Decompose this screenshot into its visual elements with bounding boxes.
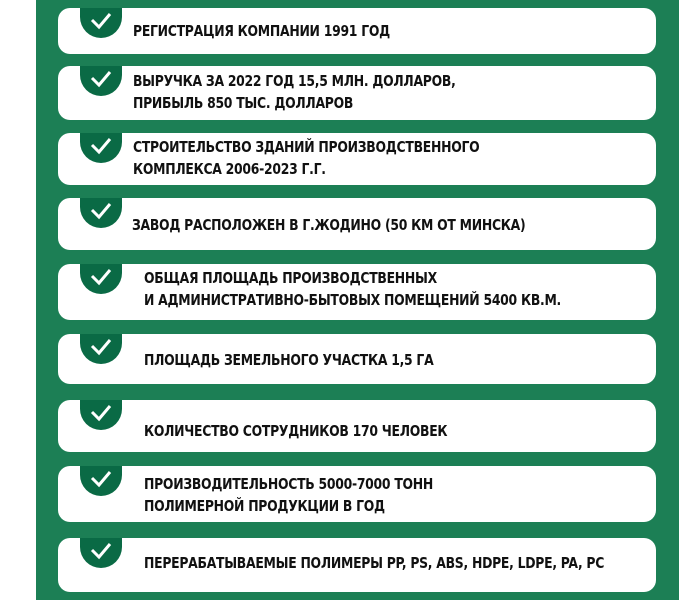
check-badge — [80, 334, 122, 364]
fact-text: ПЛОЩАДЬ ЗЕМЕЛЬНОГО УЧАСТКА 1,5 ГА — [144, 351, 434, 369]
fact-card-location — [58, 198, 656, 250]
check-icon — [89, 469, 113, 489]
fact-card-polymers — [58, 538, 656, 592]
check-badge — [80, 133, 122, 163]
fact-text: ВЫРУЧКА ЗА 2022 ГОД 15,5 МЛН. ДОЛЛАРОВ, ПРИБЫЛЬ 850 ТЫС. ДОЛЛАРОВ — [133, 72, 456, 112]
fact-card-capacity — [58, 466, 656, 522]
fact-card-employees — [58, 400, 656, 452]
fact-text: СТРОИТЕЛЬСТВО ЗДАНИЙ ПРОИЗВОДСТВЕННОГО КОМПЛЕКСА 2006-2023 Г.Г. — [133, 138, 480, 178]
check-badge — [80, 466, 122, 496]
fact-text: КОЛИЧЕСТВО СОТРУДНИКОВ 170 ЧЕЛОВЕК — [144, 422, 448, 440]
check-badge — [80, 400, 122, 430]
check-icon — [89, 69, 113, 89]
check-icon — [89, 201, 113, 221]
check-badge — [80, 198, 122, 228]
fact-text: ПРОИЗВОДИТЕЛЬНОСТЬ 5000-7000 ТОНН ПОЛИМЕРНОЙ ПРОДУКЦИИ В ГОД — [144, 475, 434, 515]
left-white-panel — [0, 0, 36, 600]
check-badge — [80, 264, 122, 294]
check-badge — [80, 538, 122, 568]
fact-card-construction — [58, 133, 656, 185]
check-badge — [80, 66, 122, 96]
fact-card-area — [58, 264, 656, 320]
fact-text: РЕГИСТРАЦИЯ КОМПАНИИ 1991 ГОД — [133, 22, 390, 40]
fact-text: ОБЩАЯ ПЛОЩАДЬ ПРОИЗВОДСТВЕННЫХ И АДМИНИСТРАТИВНО-БЫТОВЫХ ПОМЕЩЕНИЙ 5400 КВ.М. — [144, 269, 561, 309]
fact-card-land — [58, 334, 656, 384]
check-icon — [89, 337, 113, 357]
fact-text: ПЕРЕРАБАТЫВАЕМЫЕ ПОЛИМЕРЫ PP, PS, ABS, HDPE, LDPE, PA, PC — [144, 554, 605, 572]
check-icon — [89, 136, 113, 156]
fact-text: ЗАВОД РАСПОЛОЖЕН В Г.ЖОДИНО (50 КМ ОТ МИНСКА) — [132, 216, 526, 234]
check-icon — [89, 267, 113, 287]
fact-card-registration — [58, 8, 656, 54]
check-icon — [89, 541, 113, 561]
fact-card-revenue — [58, 66, 656, 120]
check-icon — [89, 403, 113, 423]
check-icon — [89, 11, 113, 31]
check-badge — [80, 8, 122, 38]
